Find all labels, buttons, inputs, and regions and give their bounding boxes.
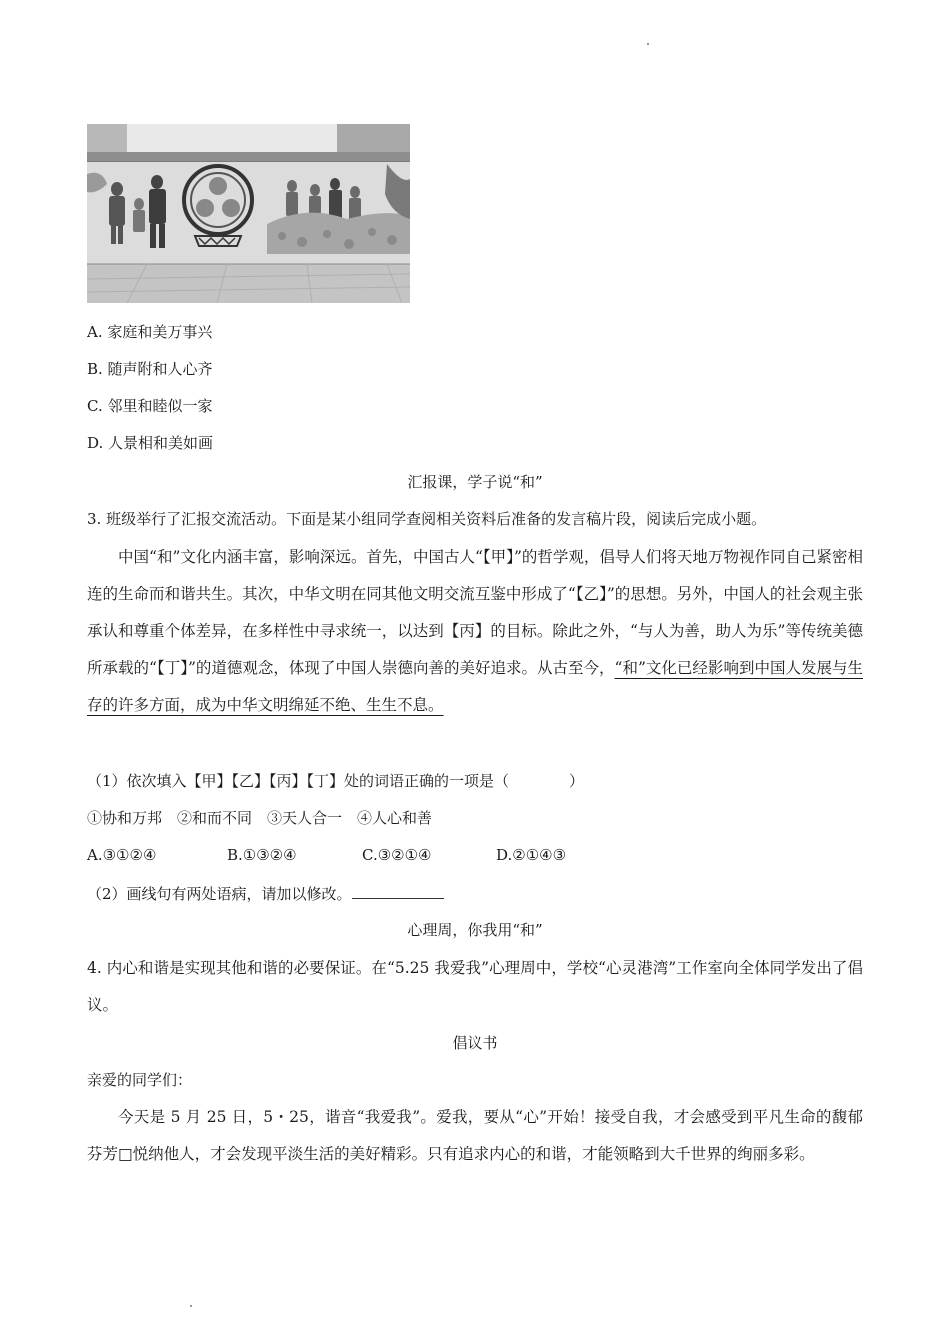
page-speck-bottom	[190, 1305, 192, 1307]
q2-option-b: B. 随声附和人心齐	[87, 360, 213, 378]
page-speck-top	[647, 43, 649, 45]
q3-passage	[87, 539, 863, 724]
q2-option-d: D. 人景相和美如画	[87, 434, 214, 452]
answer-blank[interactable]	[352, 884, 444, 899]
q3-underlined-sentence: “和”文化已经影响到中国人发展与生存的许多方面，成为中华文明绵延不绝、生生不息。	[87, 659, 863, 714]
q3-passage-text: 中国“和”文化内涵丰富，影响深远。首先，中国古人“【甲】”的哲学观，倡导人们将天地万物视作同自己紧密相连的生命而和谐共生。其次，中华文明在同其他文明交流互鉴中形成了“【乙】”的思想。另外，中国人的社会观主张承认和尊重个体差异，在多样性中寻求统一，以达到【丙】的目标。除此之外，“与人为善，助人为乐”等传统美德所承载的“【丁】”的道德观念，体现了中国人崇德向善的美好追求。从古至今，	[87, 548, 863, 677]
letter-greeting: 亲爱的同学们：	[87, 1071, 193, 1089]
q2-option-c: C. 邻里和睦似一家	[87, 397, 213, 415]
q3-option-d: D.②①④③	[496, 846, 567, 864]
q3-option-c: C.③②①④	[362, 846, 432, 864]
mural-illustration	[87, 124, 410, 303]
q3-phrase-list: ①协和万邦 ②和而不同 ③天人合一 ④人心和善	[87, 809, 433, 827]
section-title-report: 汇报课，学子说“和”	[407, 473, 543, 491]
letter-body: 今天是 5 月 25 日，5・25，谐音“我爱我”。爱我，要从“心”开始！接受自我，才会感受到平凡生命的馥郁芬芳□悦纳他人，才会发现平淡生活的美好精彩。只有追求内心的和谐，才能领略到大千世界的绚丽多彩。	[87, 1108, 863, 1163]
q3-stem: 3. 班级举行了汇报交流活动。下面是某小组同学查阅相关资料后准备的发言稿片段，阅读后完成小题。	[87, 510, 767, 528]
q4-stem: 4. 内心和谐是实现其他和谐的必要保证。在“5.25 我爱我”心理周中，学校“心灵港湾”工作室向全体同学发出了倡议。	[87, 959, 863, 1014]
section-title-psych-week: 心理周，你我用“和”	[407, 921, 543, 939]
q2-option-a: A. 家庭和美万事兴	[87, 323, 213, 341]
q3-sub1: （1）依次填入【甲】【乙】【丙】【丁】处的词语正确的一项是（ ）	[87, 772, 585, 790]
q3-option-a: A.③①②④	[87, 846, 157, 864]
q3-options	[87, 846, 566, 864]
q3-sub2	[87, 884, 444, 903]
mural-photo	[87, 124, 410, 303]
q3-option-b: B.①③②④	[227, 846, 297, 864]
q3-sub2-text: （2）画线句有两处语病，请加以修改。	[87, 885, 352, 903]
letter-title: 倡议书	[452, 1034, 498, 1052]
